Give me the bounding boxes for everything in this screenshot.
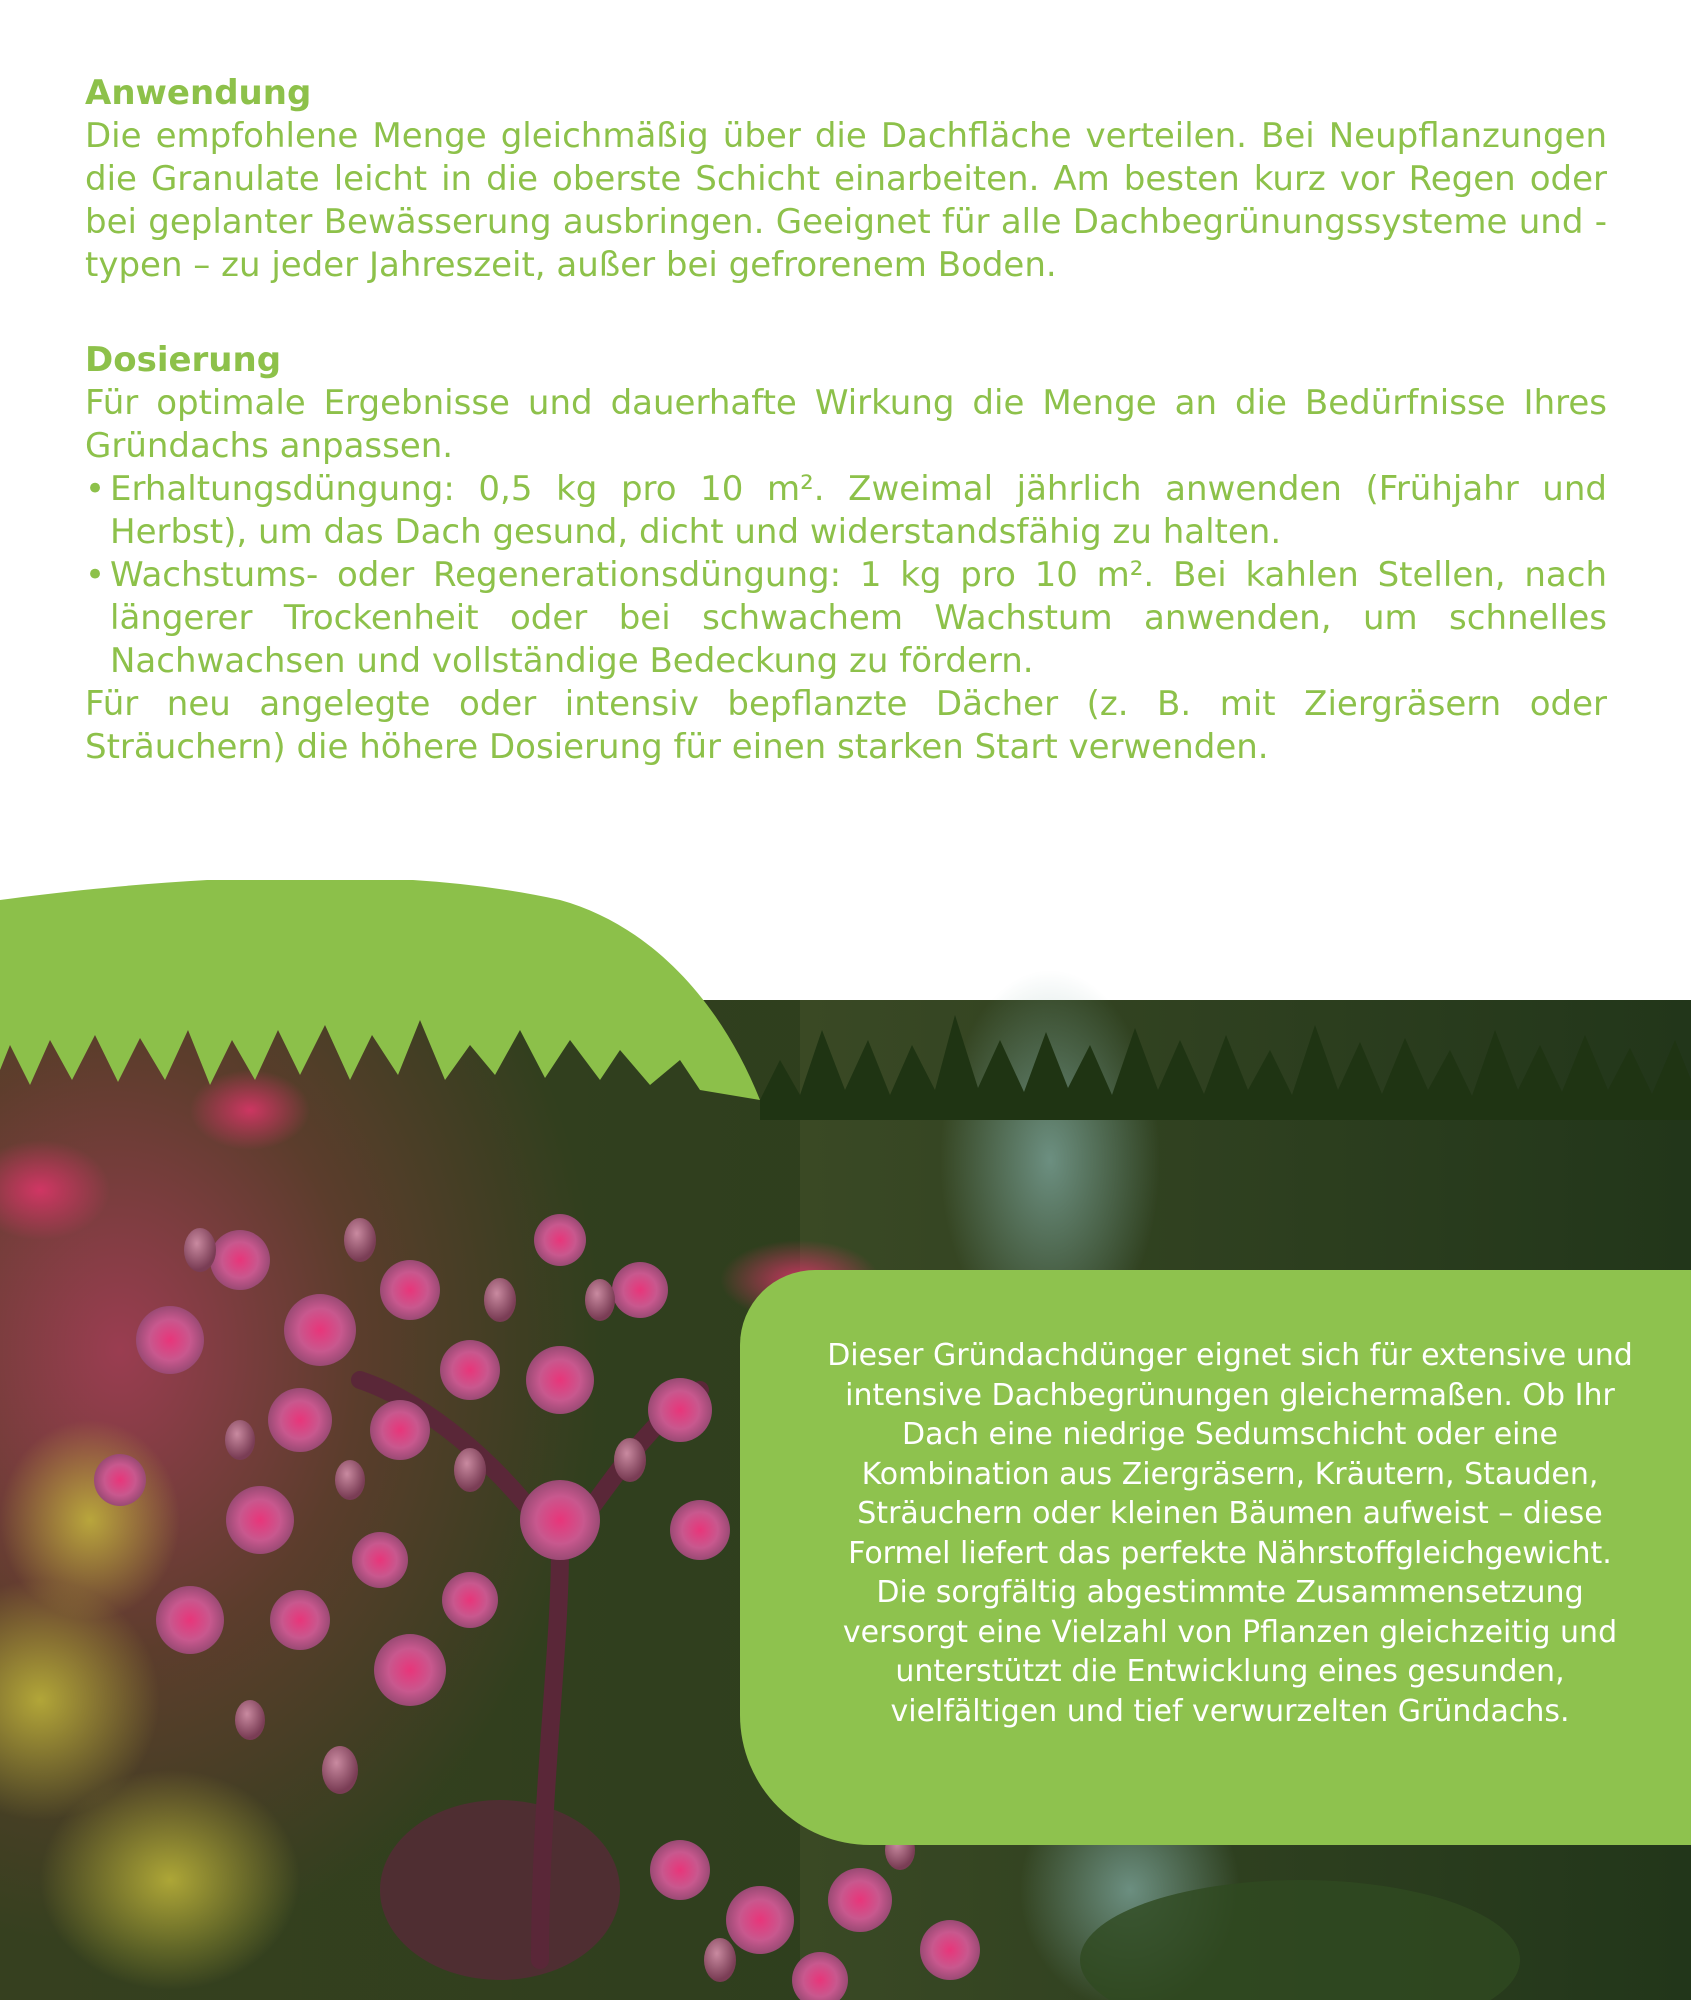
dosage-list — [85, 468, 1607, 683]
dosage-item-text: Erhaltungsdüngung: 0,5 kg pro 10 m². Zweimal jährlich anwenden (Frühjahr und Herbst), um das Dach gesund, dicht und widerstandsfähig zu halten. — [110, 469, 1607, 552]
info-panel-text: Dieser Gründachdünger eignet sich für extensive und intensive Dachbegrünungen gleichermaßen. Ob Ihr Dach eine niedrige Sedumschicht oder eine Kombination aus Ziergräsern, Kräutern, Stauden, Sträuchern oder kleinen Bäumen aufweist – diese Formel liefert das perfekte Nährstoffgleichgewicht. Die sorgfältig abgestimmte Zusammensetzung versorgt eine Vielzahl von Pflanzen gleichzeitig und unterstützt die Entwicklung eines gesunden, vielfältigen und tief verwurzelten Gründachs. — [827, 1338, 1633, 1729]
bullet-icon: • — [85, 469, 106, 509]
section-spacer — [85, 287, 1607, 339]
dosage-item-growth — [85, 554, 1607, 683]
dosierung-outro: Für neu angelegte oder intensiv bepflanzte Dächer (z. B. mit Ziergräsern oder Sträuchern) die höhere Dosierung für einen starken Start verwenden. — [85, 684, 1607, 767]
dosierung-intro: Für optimale Ergebnisse und dauerhafte Wirkung die Menge an die Bedürfnisse Ihres Gründachs anpassen. — [85, 383, 1607, 466]
dosierung-heading: Dosierung — [85, 340, 282, 380]
dosage-item-maintenance — [85, 468, 1607, 554]
instructions-text — [85, 72, 1607, 769]
bullet-icon: • — [85, 555, 106, 595]
dosage-item-text: Wachstums- oder Regenerationsdüngung: 1 kg pro 10 m². Bei kahlen Stellen, nach längerer Trockenheit oder bei schwachem Wachstum anwenden, um schnelles Nachwachsen und vollständige Bedeckung zu fördern. — [110, 555, 1607, 681]
anwendung-heading: Anwendung — [85, 73, 312, 113]
anwendung-paragraph: Die empfohlene Menge gleichmäßig über die Dachfläche verteilen. Bei Neupflanzungen die Granulate leicht in die oberste Schicht einarbeiten. Am besten kurz vor Regen oder bei geplanter Bewässerung ausbringen. Geeignet für alle Dachbegrünungssysteme und -typen – zu jeder Jahreszeit, außer bei gefrorenem Boden. — [85, 116, 1607, 285]
